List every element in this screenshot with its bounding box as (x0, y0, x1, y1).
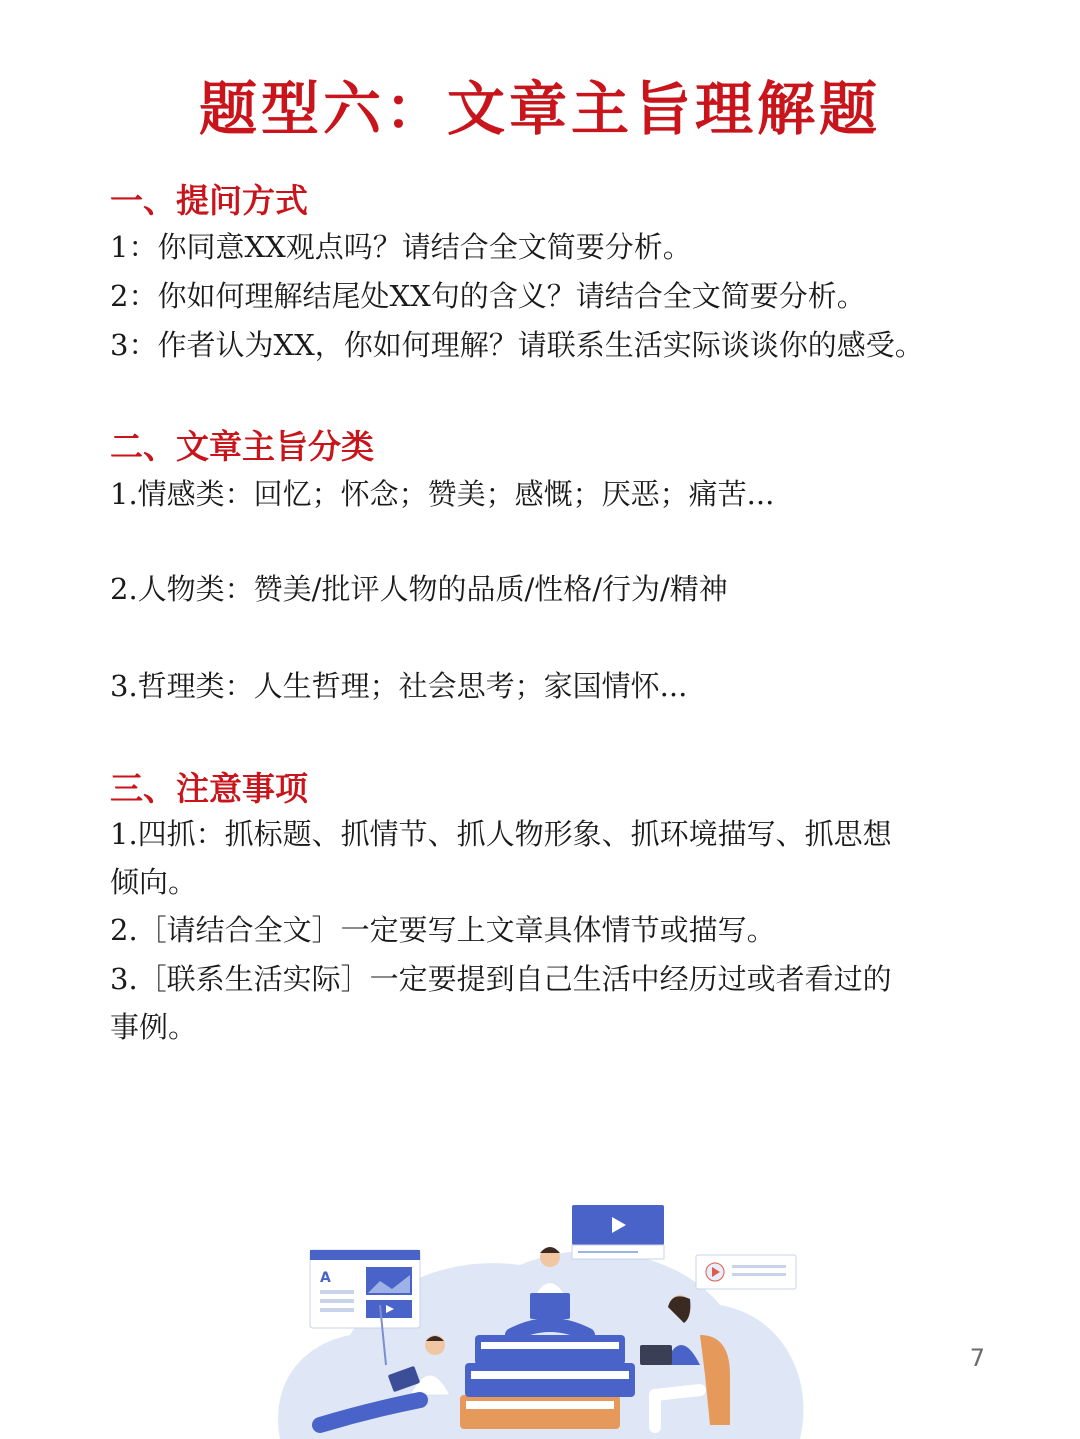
note-line: 3.［联系生活实际］一定要提到自己生活中经历过或者看过的 (110, 962, 892, 996)
note-line: 2.［请结合全文］一定要写上文章具体情节或描写。 (110, 913, 776, 947)
page-number: 7 (969, 1344, 985, 1372)
note-line: 1.四抓：抓标题、抓情节、抓人物形象、抓环境描写、抓思想 (110, 817, 892, 851)
video-player-icon (572, 1205, 664, 1259)
people-studying-illustration (260, 1195, 820, 1439)
question-line: 3：作者认为XX，你如何理解？请联系生活实际谈谈你的感受。 (110, 328, 924, 362)
question-line: 2：你如何理解结尾处XX句的含义？请结合全文简要分析。 (110, 279, 866, 313)
section-heading-notes: 三、注意事项 (110, 769, 308, 808)
document-panel-icon (310, 1250, 420, 1328)
question-line: 1：你同意XX观点吗？请结合全文简要分析。 (110, 230, 692, 264)
chat-bubble-icon (696, 1255, 796, 1289)
page-title: 题型六：文章主旨理解题 (198, 75, 881, 143)
svg-text:A: A (320, 1270, 331, 1286)
category-line: 3.哲理类：人生哲理；社会思考；家国情怀... (110, 669, 688, 703)
category-line: 2.人物类：赞美/批评人物的品质/性格/行为/精神 (110, 572, 728, 606)
category-line: 1.情感类：回忆；怀念；赞美；感慨；厌恶；痛苦... (110, 477, 775, 511)
section-heading-categories: 二、文章主旨分类 (110, 427, 374, 466)
note-line: 倾向。 (110, 865, 198, 899)
note-line: 事例。 (110, 1010, 198, 1044)
section-heading-questions: 一、提问方式 (110, 181, 308, 220)
